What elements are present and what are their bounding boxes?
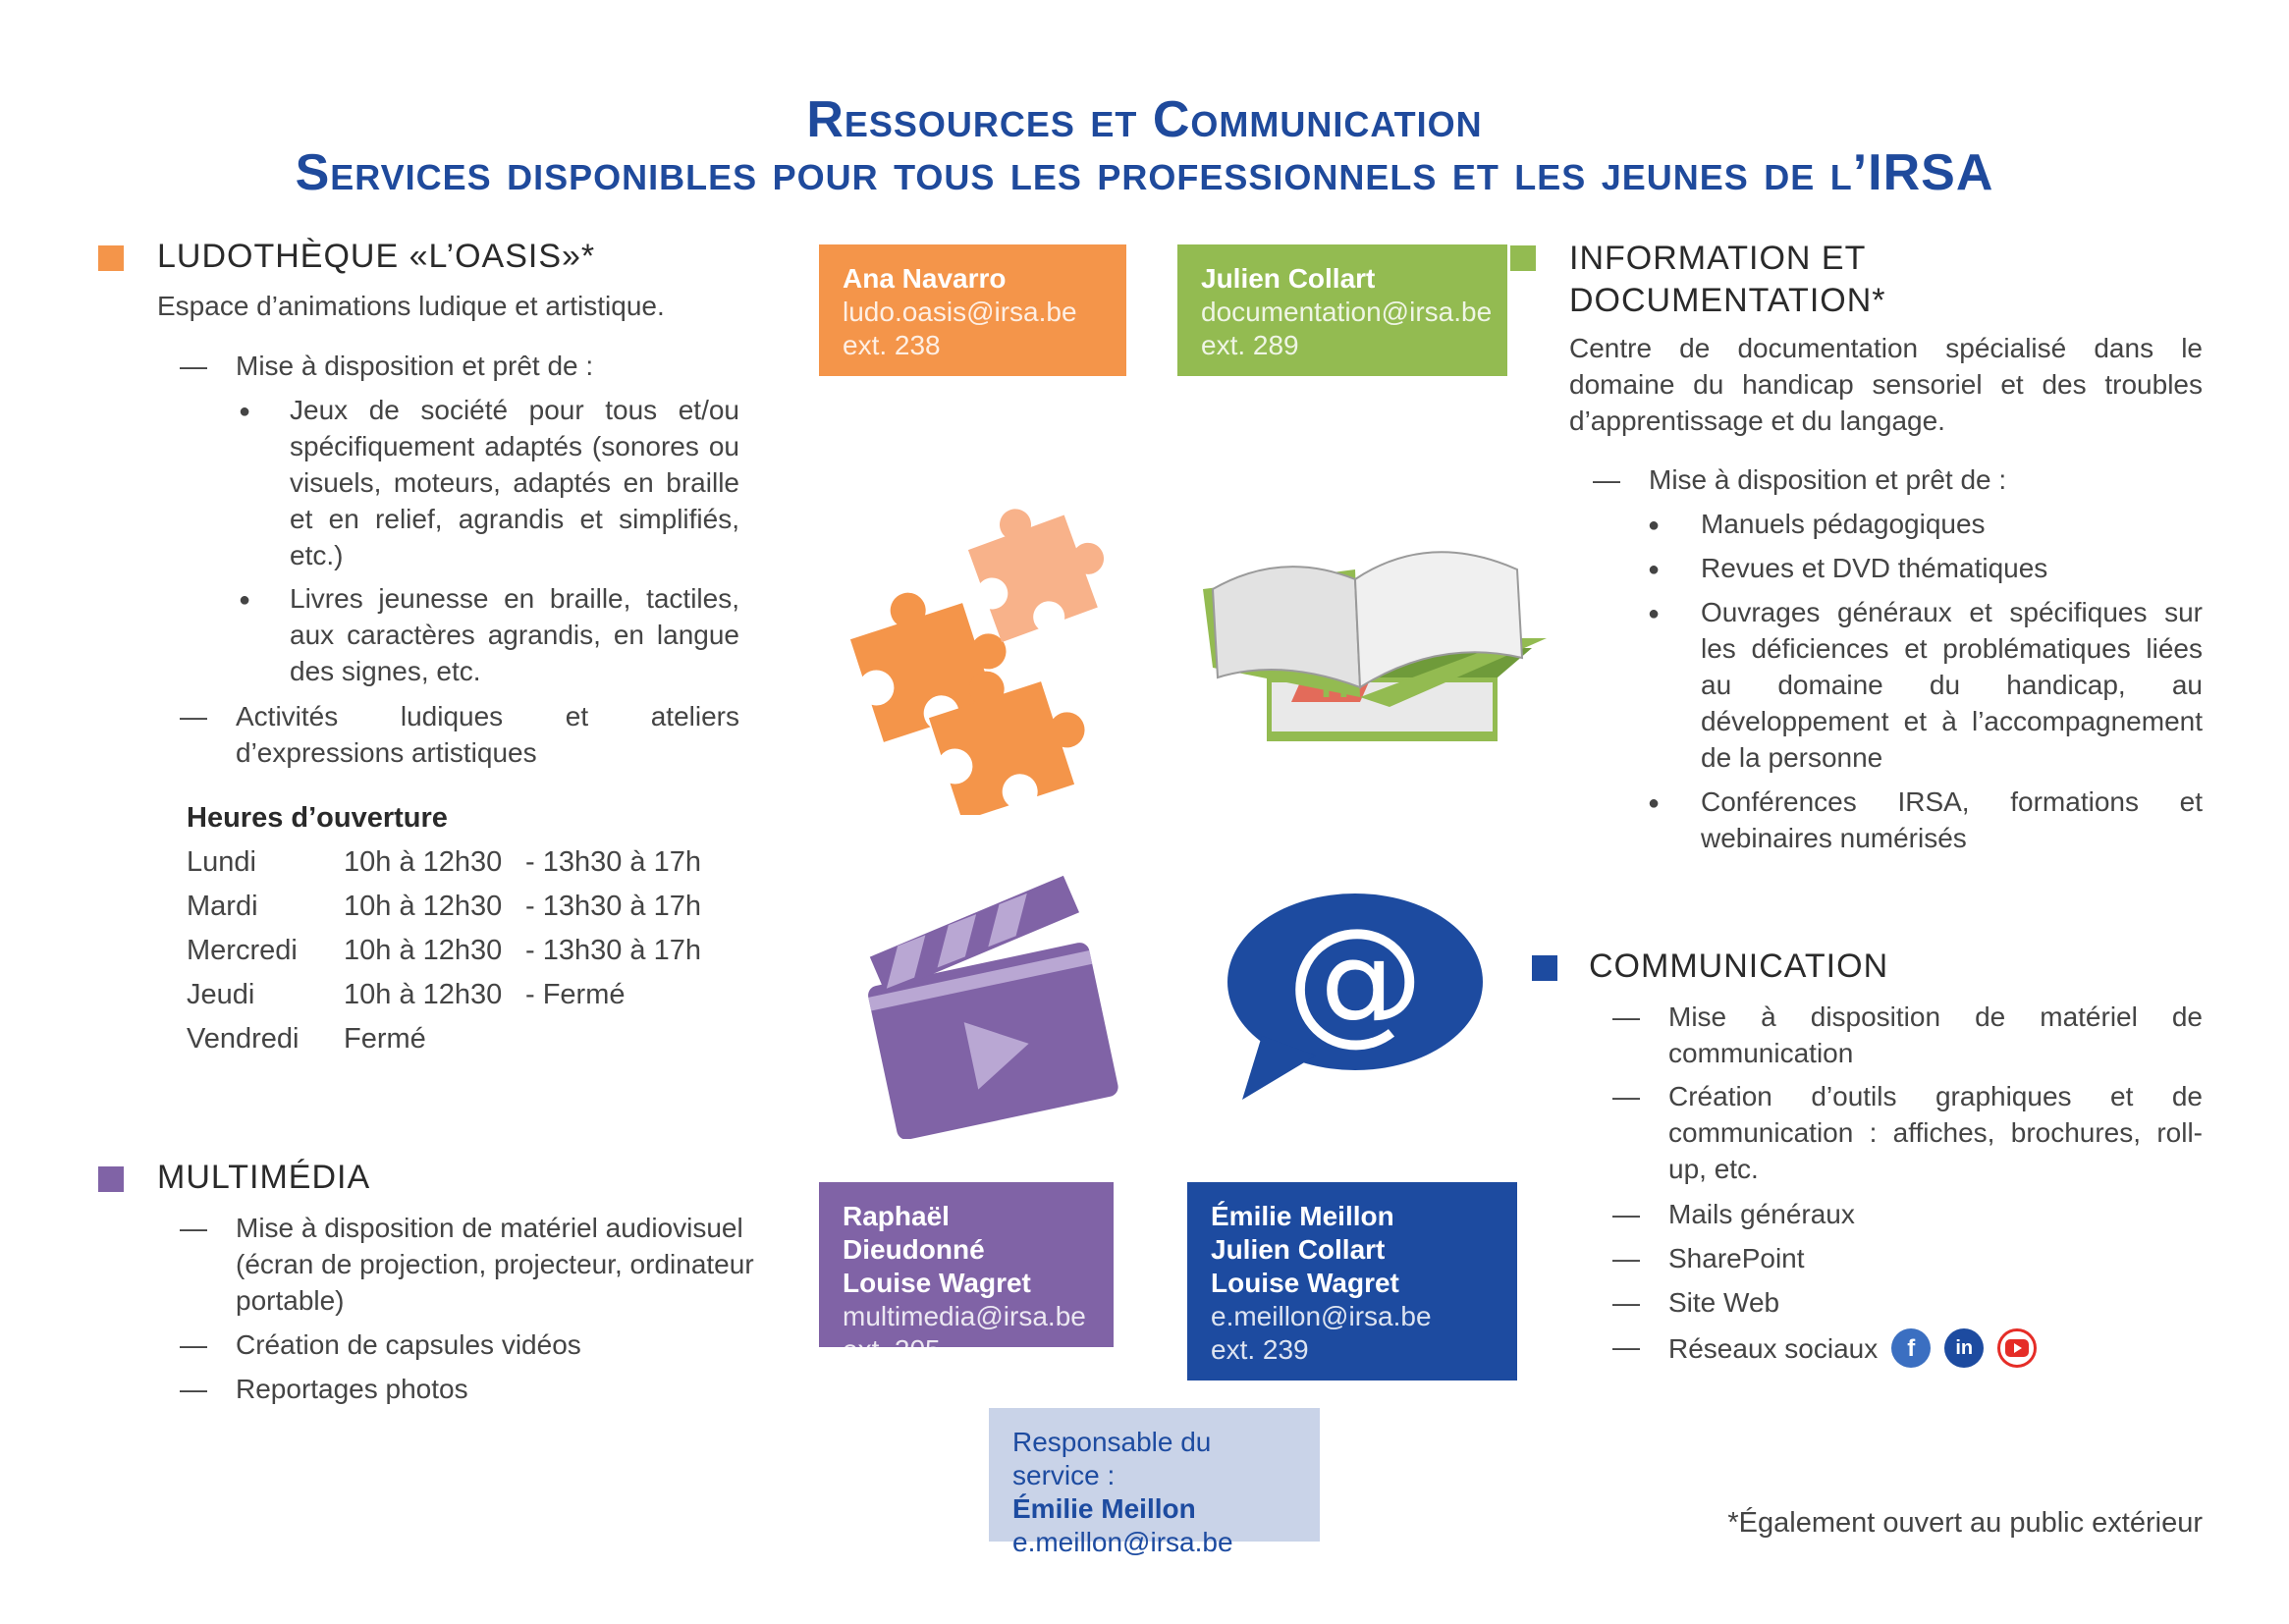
dash-text: Création d’outils graphiques et de communication : affiches, brochures, roll-up, etc. bbox=[1668, 1081, 2203, 1184]
contact-name: Louise Wagret bbox=[1211, 1268, 1399, 1298]
contact-name: Julien Collart bbox=[1211, 1234, 1386, 1265]
contact-name: Ana Navarro bbox=[843, 263, 1007, 294]
multimedia-contact-card bbox=[819, 1182, 1114, 1365]
youtube-play-icon bbox=[2005, 1339, 2029, 1357]
hours-row bbox=[187, 929, 701, 973]
responsable-name: Émilie Meillon bbox=[1012, 1493, 1196, 1524]
multimedia-heading: MULTIMÉDIA bbox=[157, 1159, 371, 1196]
ludotheque-contact-card bbox=[819, 244, 1126, 376]
facebook-icon[interactable]: f bbox=[1891, 1328, 1931, 1368]
page-title: Ressources et Communication bbox=[806, 91, 1483, 148]
communication-heading: COMMUNICATION bbox=[1589, 947, 1889, 985]
information-bullet-item bbox=[1648, 594, 2203, 776]
bullet-text: Revues et DVD thématiques bbox=[1701, 553, 2048, 583]
documentation-contact-card bbox=[1177, 244, 1507, 376]
contact-ext: ext. 289 bbox=[1201, 330, 1299, 360]
hours-am: 10h à 12h30 bbox=[344, 846, 503, 878]
hours-pm: - 13h30 à 17h bbox=[525, 846, 701, 878]
bullet-text: Manuels pédagogiques bbox=[1701, 509, 1986, 539]
communication-dash-item bbox=[1612, 1328, 2203, 1368]
hours-title: Heures d’ouverture bbox=[187, 802, 448, 834]
multimedia-dash-item bbox=[180, 1210, 789, 1319]
dash-marker: — bbox=[1612, 1081, 1640, 1111]
dash-text: Site Web bbox=[1668, 1287, 1780, 1318]
responsable-card bbox=[989, 1408, 1320, 1557]
dash-text: Reportages photos bbox=[236, 1374, 468, 1404]
dash-marker: — bbox=[180, 1213, 207, 1243]
bullet-marker: ● bbox=[1648, 514, 1661, 536]
ludotheque-bullet-item bbox=[239, 392, 739, 573]
dash-marker: — bbox=[180, 701, 207, 731]
dash-text: Création de capsules vidéos bbox=[236, 1329, 581, 1360]
contact-email[interactable]: ludo.oasis@irsa.be bbox=[843, 297, 1077, 327]
contact-email[interactable]: documentation@irsa.be bbox=[1201, 297, 1493, 327]
hours-pm bbox=[525, 1017, 701, 1061]
hours-pm: - 13h30 à 17h bbox=[525, 891, 701, 922]
contact-ext: ext. 205 bbox=[843, 1334, 941, 1365]
dash-marker: — bbox=[1612, 1243, 1640, 1273]
linkedin-icon[interactable]: in bbox=[1944, 1328, 1984, 1368]
dash-marker: — bbox=[1612, 1001, 1640, 1032]
dash-text: Réseaux sociaux bbox=[1668, 1332, 1879, 1364]
youtube-icon[interactable] bbox=[1997, 1328, 2037, 1368]
hours-row bbox=[187, 885, 701, 929]
multimedia-marker bbox=[98, 1166, 124, 1192]
communication-dash-item bbox=[1612, 1196, 2203, 1232]
dash-marker: — bbox=[1593, 464, 1620, 495]
hours-row bbox=[187, 973, 701, 1017]
ludotheque-dash-item bbox=[180, 348, 749, 384]
information-bullet-item bbox=[1648, 784, 2203, 856]
hours-day: Mercredi bbox=[187, 935, 298, 966]
puzzle-icon bbox=[835, 501, 1119, 815]
hours-am: 10h à 12h30 bbox=[344, 891, 503, 922]
communication-dash-item bbox=[1612, 1240, 2203, 1276]
multimedia-dash-item bbox=[180, 1371, 789, 1407]
contact-name: Raphaël Dieudonné bbox=[843, 1201, 985, 1265]
hours-day: Vendredi bbox=[187, 1023, 300, 1055]
dash-text: Mise à disposition et prêt de : bbox=[236, 351, 594, 381]
hours-day: Mardi bbox=[187, 891, 258, 922]
bullet-marker: ● bbox=[1648, 603, 1661, 624]
bullet-marker: ● bbox=[1648, 559, 1661, 580]
ludotheque-dash-item bbox=[180, 698, 739, 771]
email-at-icon bbox=[1223, 889, 1488, 1110]
communication-dash-item bbox=[1612, 1078, 2203, 1187]
bullet-text: Ouvrages généraux et spécifiques sur les déficiences et problématiques liées au domaine du handicap, au développement et à l’accompagnement de la personne bbox=[1701, 597, 2203, 773]
responsable-label: Responsable du service : bbox=[1012, 1427, 1212, 1490]
ludotheque-heading: LUDOTHÈQUE «L’OASIS»* bbox=[157, 238, 596, 275]
communication-dash-item bbox=[1612, 999, 2203, 1071]
contact-ext: ext. 238 bbox=[843, 330, 941, 360]
contact-email[interactable]: e.meillon@irsa.be bbox=[1211, 1301, 1432, 1331]
dash-marker: — bbox=[1612, 1199, 1640, 1229]
dash-text: Mise à disposition de matériel de communication bbox=[1668, 1001, 2203, 1068]
contact-email[interactable]: multimedia@irsa.be bbox=[843, 1301, 1086, 1331]
dash-text: SharePoint bbox=[1668, 1243, 1805, 1273]
page-subtitle: Services disponibles pour tous les professionnels et les jeunes de l’IRSA bbox=[295, 144, 1994, 201]
communication-dash-item bbox=[1612, 1284, 2203, 1321]
dash-text: Mise à disposition et prêt de : bbox=[1649, 464, 2007, 495]
ludotheque-bullet-item bbox=[239, 580, 739, 689]
hours-day: Jeudi bbox=[187, 979, 255, 1010]
dash-marker: — bbox=[1612, 1287, 1640, 1318]
dash-text: Mise à disposition de matériel audiovisuel (écran de projection, projecteur, ordinateur portable) bbox=[236, 1213, 754, 1316]
dash-marker: — bbox=[1612, 1331, 1640, 1362]
clapperboard-icon bbox=[854, 874, 1129, 1139]
svg-text:@: @ bbox=[1286, 899, 1424, 1059]
bullet-text: Conférences IRSA, formations et webinaires numérisés bbox=[1701, 786, 2203, 853]
hours-row bbox=[187, 840, 701, 885]
bullet-text: Jeux de société pour tous et/ou spécifiquement adaptés (sonores ou visuels, moteurs, adaptés en braille et en relief, agrandis et simplifiés, etc.) bbox=[290, 395, 739, 570]
ludotheque-subtitle: Espace d’animations ludique et artistique. bbox=[157, 291, 665, 321]
bullet-marker: ● bbox=[239, 401, 251, 422]
dash-marker: — bbox=[180, 1374, 207, 1404]
footnote: *Également ouvert au public extérieur bbox=[1727, 1507, 2203, 1539]
information-heading bbox=[1569, 238, 1886, 322]
hours-am: 10h à 12h30 bbox=[344, 979, 503, 1010]
hours-table bbox=[187, 840, 701, 1061]
contact-ext: ext. 239 bbox=[1211, 1334, 1309, 1365]
ludotheque-marker bbox=[98, 245, 124, 271]
contact-name: Louise Wagret bbox=[843, 1268, 1031, 1298]
information-intro: Centre de documentation spécialisé dans le domaine du handicap sensoriel et des troubles d’apprentissage et du langage. bbox=[1569, 333, 2203, 436]
dash-text: Activités ludiques et ateliers d’expressions artistiques bbox=[236, 701, 739, 768]
information-heading-line: DOCUMENTATION* bbox=[1569, 282, 1886, 319]
information-marker bbox=[1510, 245, 1536, 271]
hours-am: 10h à 12h30 bbox=[344, 935, 503, 966]
hours-pm: - Fermé bbox=[525, 979, 626, 1010]
multimedia-dash-item bbox=[180, 1326, 789, 1363]
book-icon bbox=[1193, 530, 1556, 766]
hours-pm: - 13h30 à 17h bbox=[525, 935, 701, 966]
contact-name: Émilie Meillon bbox=[1211, 1201, 1394, 1231]
dash-marker: — bbox=[180, 1329, 207, 1360]
hours-row bbox=[187, 1017, 701, 1061]
dash-text: Mails généraux bbox=[1668, 1199, 1855, 1229]
information-bullet-item bbox=[1648, 506, 2203, 542]
dash-marker: — bbox=[180, 351, 207, 381]
information-dash-item bbox=[1593, 461, 2202, 498]
bullet-text: Livres jeunesse en braille, tactiles, aux caractères agrandis, en langue des signes, etc. bbox=[290, 583, 739, 686]
bullet-marker: ● bbox=[239, 589, 251, 611]
hours-day: Lundi bbox=[187, 846, 256, 878]
hours-am: Fermé bbox=[344, 1023, 426, 1055]
communication-marker bbox=[1532, 955, 1557, 981]
responsable-email[interactable]: e.meillon@irsa.be bbox=[1012, 1527, 1233, 1557]
communication-contact-card bbox=[1187, 1182, 1517, 1380]
contact-name: Julien Collart bbox=[1201, 263, 1376, 294]
bullet-marker: ● bbox=[1648, 792, 1661, 814]
information-heading-line: INFORMATION ET bbox=[1569, 240, 1867, 277]
information-bullet-item bbox=[1648, 550, 2203, 586]
